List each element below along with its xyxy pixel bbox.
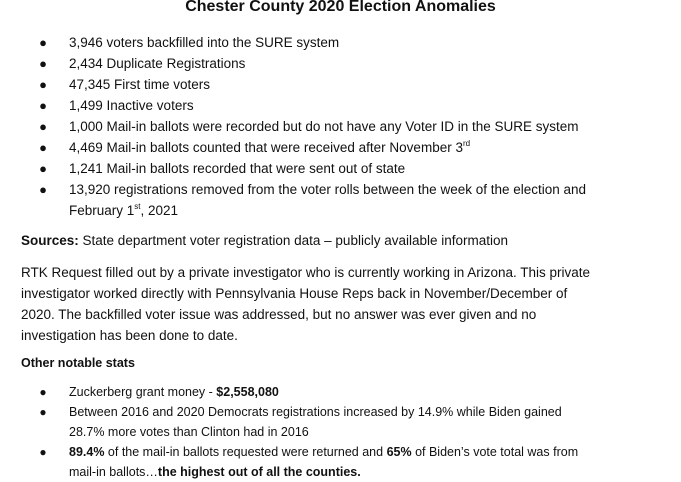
list-item-text: 13,920 registrations removed from the voter rolls between the week of the election and bbox=[69, 182, 587, 197]
bullet-icon: ● bbox=[39, 182, 47, 197]
page-title: Chester County 2020 Election Anomalies bbox=[185, 0, 496, 15]
biden-percent: 65% bbox=[386, 445, 412, 459]
mailin-text-end: of Biden’s vote total was from bbox=[411, 445, 579, 459]
list-item bbox=[38, 74, 586, 95]
bullet-icon: ● bbox=[39, 56, 47, 71]
list-item-text: 1,000 Mail-in ballots were recorded but do not have any Voter ID in the SURE system bbox=[69, 119, 579, 134]
list-item bbox=[38, 95, 586, 116]
bullet-icon: ● bbox=[39, 35, 47, 50]
list-item bbox=[38, 53, 586, 74]
list-item bbox=[38, 137, 586, 158]
mailin-text: of the mail-in ballots requested were returned and bbox=[104, 445, 387, 459]
other-stats-heading: Other notable stats bbox=[21, 356, 135, 370]
list-item-text-continued: 28.7% more votes than Clinton had in 2016 bbox=[69, 425, 309, 439]
bullet-icon: ● bbox=[39, 119, 47, 134]
list-item bbox=[38, 116, 586, 137]
list-item bbox=[38, 32, 586, 53]
mailin-percent: 89.4% bbox=[69, 445, 105, 459]
rtk-paragraph bbox=[21, 262, 590, 346]
ordinal-suffix: st bbox=[134, 202, 141, 211]
sources-paragraph bbox=[21, 230, 508, 251]
other-stats-list bbox=[38, 382, 578, 482]
list-item-text: 47,345 First time voters bbox=[69, 77, 211, 92]
paragraph-line: RTK Request filled out by a private investigator who is currently working in Arizona. This private bbox=[21, 265, 591, 280]
list-item-text: 1,499 Inactive voters bbox=[69, 98, 194, 113]
list-item bbox=[38, 442, 578, 482]
bullet-icon: ● bbox=[39, 445, 47, 459]
ordinal-suffix: rd bbox=[462, 139, 471, 148]
list-item bbox=[38, 382, 578, 402]
bullet-icon: ● bbox=[39, 161, 47, 176]
list-item bbox=[38, 179, 586, 221]
list-item-text: 3,946 voters backfilled into the SURE system bbox=[69, 35, 340, 50]
list-item-text bbox=[69, 442, 578, 462]
date-text: February 1 bbox=[69, 203, 135, 218]
paragraph-line: investigator worked directly with Pennsylvania House Reps back in November/December of bbox=[21, 286, 568, 301]
year-text: , 2021 bbox=[140, 203, 179, 218]
paragraph-line: 2020. The backfilled voter issue was addressed, but no answer was ever given and no bbox=[21, 307, 537, 322]
sources-label: Sources: bbox=[21, 233, 79, 248]
bullet-icon: ● bbox=[39, 405, 47, 419]
paragraph-line: investigation has been done to date. bbox=[21, 328, 238, 343]
bullet-icon: ● bbox=[39, 98, 47, 113]
list-item-text: Zuckerberg grant money - bbox=[69, 385, 217, 399]
list-item-text: Between 2016 and 2020 Democrats registrations increased by 14.9% while Biden gained bbox=[69, 405, 562, 419]
sources-text: State department voter registration data – publicly available information bbox=[78, 233, 509, 248]
grant-amount: $2,558,080 bbox=[216, 385, 279, 399]
list-item-text-continued bbox=[69, 462, 578, 482]
list-item-text: 1,241 Mail-in ballots recorded that were sent out of state bbox=[69, 161, 406, 176]
mailin-line2-text: mail-in ballots… bbox=[69, 465, 158, 479]
list-item bbox=[38, 158, 586, 179]
list-item bbox=[38, 402, 578, 442]
bullet-icon: ● bbox=[39, 77, 47, 92]
bullet-icon: ● bbox=[39, 140, 47, 155]
list-item-text-continued bbox=[69, 200, 586, 221]
list-item-text: 4,469 Mail-in ballots counted that were received after November 3 bbox=[69, 140, 463, 155]
highest-note: the highest out of all the counties. bbox=[157, 465, 361, 479]
list-item-text: 2,434 Duplicate Registrations bbox=[69, 56, 246, 71]
anomalies-list bbox=[38, 32, 586, 221]
bullet-icon: ● bbox=[39, 385, 47, 399]
